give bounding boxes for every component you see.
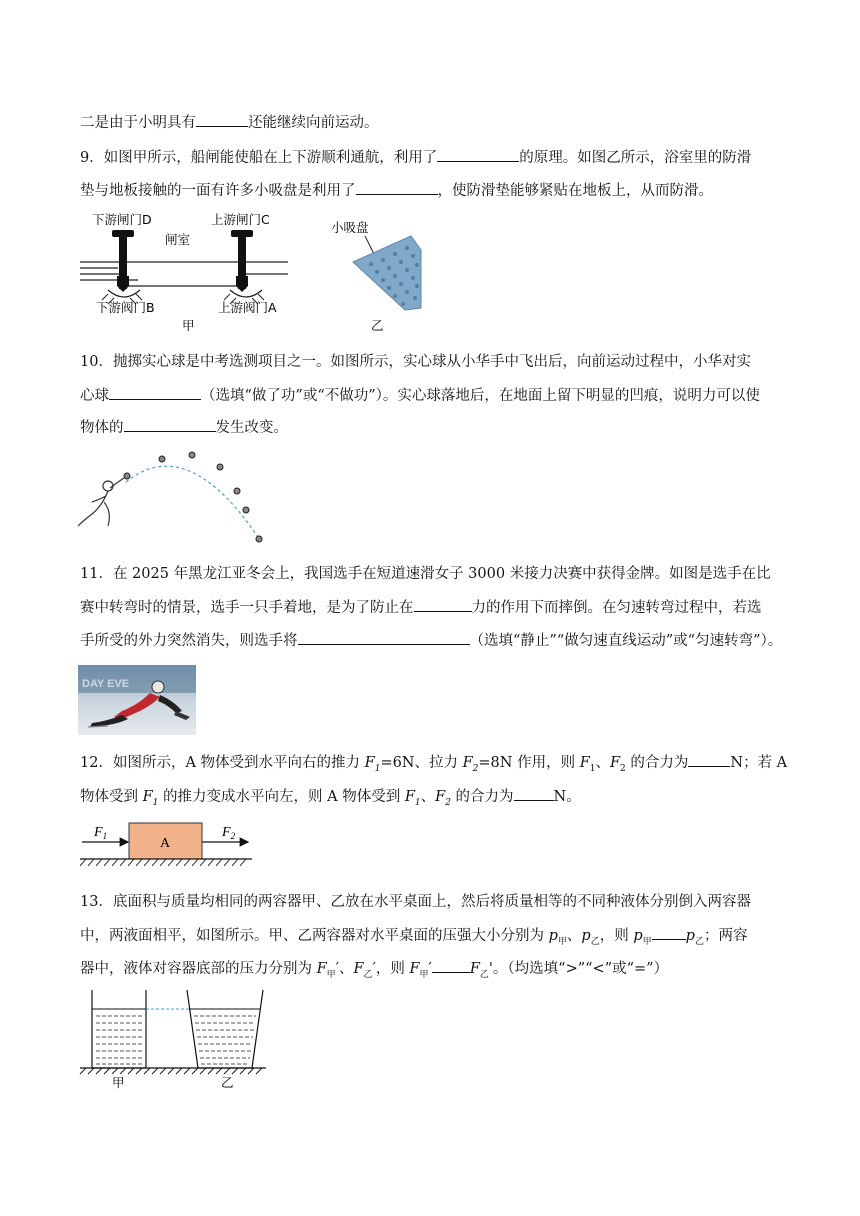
down-valve-label: 下游阀门B (96, 300, 155, 315)
text: 还能继续向前运动。 (248, 115, 379, 131)
text: 10．抛掷实心球是中考选测项目之一。如图所示，实心球从小华手中飞出后，向前运动过程中，小华对实 (80, 354, 751, 370)
symbol: p (548, 928, 558, 944)
f2-label: $F_2$ (222, 825, 236, 841)
answer-blank[interactable] (652, 925, 686, 940)
symbol: F (142, 789, 153, 805)
container-yi (187, 990, 263, 1068)
gate-d-cap (112, 230, 134, 237)
mat (353, 236, 421, 310)
force-diagram (80, 818, 260, 870)
container-jia-label: 甲 (112, 1075, 125, 1090)
text: ，则 (375, 961, 410, 977)
symbol: p (633, 928, 643, 944)
text: 12．如图所示，A 物体受到水平向右的推力 (80, 755, 365, 771)
question-10-line-3 (80, 417, 288, 438)
question-13-line-3 (80, 958, 668, 985)
symbol: F (579, 755, 590, 771)
text: 。（均选填“>”“<”或“=”） (492, 961, 669, 977)
prime: ′ (428, 961, 432, 977)
speed-skating-photo (78, 665, 196, 735)
subscript: 甲 (419, 969, 429, 980)
prime: ′ (335, 961, 339, 977)
answer-blank[interactable] (437, 147, 519, 162)
containers-figure (78, 988, 268, 1092)
prime: ' (488, 961, 493, 977)
subscript: 甲 (642, 936, 652, 947)
symbol: F (435, 789, 446, 805)
question-11-line-1 (80, 564, 771, 584)
text: 心球 (80, 388, 109, 404)
question-12-line-2 (80, 786, 581, 813)
text: 赛中转弯时的情景，选手一只手着地，是为了防止在 (80, 600, 414, 616)
text: 的合力为 (625, 755, 689, 771)
text: 9．如图甲所示，船闸能使船在上下游顺利通航，利用了 (80, 150, 438, 166)
thrower-figure (78, 478, 124, 526)
symbol: F (316, 961, 327, 977)
question-9-line-1 (80, 147, 751, 168)
answer-blank[interactable] (688, 752, 730, 767)
text-line (80, 112, 379, 133)
subscript: 2 (620, 763, 626, 774)
text: =6N、拉力 (380, 755, 463, 771)
text: 、 (420, 789, 436, 805)
text: 、 (566, 928, 582, 944)
subscript: 1 (152, 797, 159, 808)
symbol: F (353, 961, 364, 977)
gate-c-cap (231, 230, 253, 237)
question-10-line-2 (80, 385, 760, 406)
anti-slip-mat-figure (325, 210, 435, 336)
text: 11．在 2025 年黑龙江亚冬会上，我国选手在短道速滑女子 3000 米接力决赛中获得金牌。如图是选手在比 (80, 566, 771, 582)
figure-caption-jia: 甲 (182, 318, 195, 333)
subscript: 1 (589, 763, 596, 774)
subscript: 1 (414, 797, 421, 808)
answer-blank[interactable] (432, 958, 470, 973)
up-valve-label: 上游阀门A (218, 300, 277, 315)
symbol: p (581, 928, 591, 944)
text: 发生改变。 (215, 420, 288, 436)
answer-blank[interactable] (109, 385, 201, 400)
text: 13．底面积与质量均相同的两容器甲、乙放在水平桌面上，然后将质量相等的不同种液体分别倒入两容器 (80, 894, 751, 910)
text: N。 (553, 789, 581, 805)
trajectory (126, 466, 260, 540)
subscript: 乙 (479, 969, 489, 980)
figure-caption-yi: 乙 (371, 318, 384, 333)
up-gate-label: 上游闸门C (211, 212, 270, 227)
subscript: 甲 (326, 969, 336, 980)
answer-blank[interactable] (356, 180, 438, 195)
symbol: F (609, 755, 621, 771)
question-12-line-1 (80, 752, 787, 779)
container-yi-label: 乙 (221, 1075, 234, 1090)
question-13-line-1 (80, 892, 751, 912)
subscript: 乙 (363, 969, 373, 980)
question-10-line-1 (80, 352, 751, 372)
banner-text: DAY EVE (82, 678, 130, 690)
down-gate-label: 下游闸门D (92, 212, 152, 227)
text: 的推力变成水平向左，则 A 物体受到 (158, 789, 405, 805)
text: =8N 作用，则 (478, 755, 580, 771)
subscript: 2 (472, 763, 479, 774)
question-9-line-2 (80, 180, 713, 201)
prime: ′ (372, 961, 376, 977)
question-11-line-3 (80, 630, 782, 651)
symbol: F (409, 961, 420, 977)
text: （选填“做了功”或“不做功”）。实心球落地后，在地面上留下明显的凹痕，说明力可以使 (201, 388, 760, 404)
text: 、 (595, 755, 610, 771)
text: ，使防滑垫能够紧贴在地板上，从而防滑。 (437, 183, 713, 199)
subscript: 乙 (694, 936, 704, 947)
text: 的合力为 (450, 789, 514, 805)
subscript: 2 (445, 797, 451, 808)
answer-blank[interactable] (514, 786, 554, 801)
subscript: 甲 (557, 936, 567, 947)
text: 的原理。如图乙所示，浴室里的防滑 (519, 150, 752, 166)
block-a-label: A (160, 836, 171, 851)
symbol: F (469, 961, 480, 977)
chamber-label: 闸室 (165, 232, 191, 247)
symbol: F (364, 755, 375, 771)
answer-blank[interactable] (298, 630, 470, 645)
symbol: p (685, 928, 695, 944)
ship-lock-figure (78, 208, 298, 336)
answer-blank[interactable] (124, 417, 216, 432)
question-11-line-2 (80, 597, 762, 618)
question-13-line-2 (80, 925, 747, 952)
text: 二是由于小明具有 (80, 115, 196, 131)
text: ；两容 (703, 928, 748, 944)
text: 手所受的外力突然消失，则选手将 (80, 633, 298, 649)
suction-cup-label: 小吸盘 (331, 220, 369, 235)
symbol: F (404, 789, 415, 805)
text: ，则 (599, 928, 634, 944)
text: 力的作用下而摔倒。在匀速转弯过程中，若选 (471, 600, 762, 616)
answer-blank[interactable] (196, 112, 248, 127)
text: （选填“静止”“做匀速直线运动”或“匀速转弯”）。 (469, 633, 783, 649)
f1-label: $F_1$ (94, 825, 108, 841)
text: 垫与地板接触的一面有许多小吸盘是利用了 (80, 183, 356, 199)
shot-put-figure (76, 446, 276, 548)
text: 物体的 (80, 420, 124, 436)
subscript: 1 (374, 763, 381, 774)
text: 、 (338, 961, 354, 977)
text: 中，两液面相平，如图所示。甲、乙两容器对水平桌面的压强大小分别为 (80, 928, 549, 944)
text: N；若 A (730, 755, 788, 771)
text: 器中，液体对容器底部的压力分别为 (80, 961, 317, 977)
subscript: 乙 (590, 936, 600, 947)
text: 物体受到 (80, 789, 143, 805)
answer-blank[interactable] (414, 597, 472, 612)
symbol: F (462, 755, 473, 771)
container-jia (92, 990, 146, 1068)
